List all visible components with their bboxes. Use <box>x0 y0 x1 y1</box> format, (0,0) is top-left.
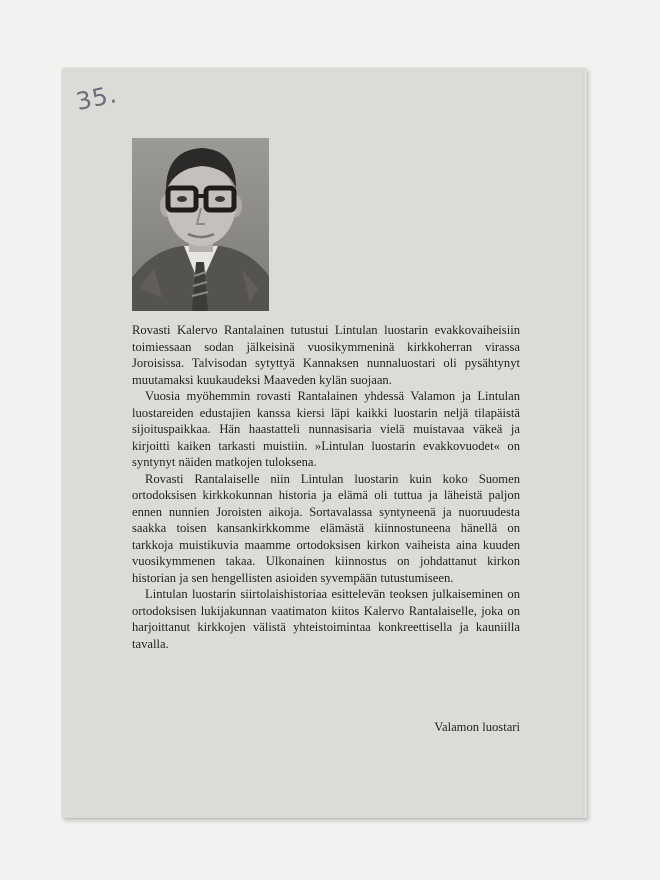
paragraph: Rovasti Kalervo Rantalainen tutustui Lintulan luostarin evakkovaiheisiin toimiessaan sodan jälkeisinä vuosikymmeninä kirkkoherran virassa Joroisissa. Talvisodan sytyttyä Kannaksen nunnaluostari oli pysähtynyt muutamaksi kuukaudeksi Maaveden kylän suojaan. <box>132 323 520 387</box>
paragraph: Rovasti Rantalaiselle niin Lintulan luostarin kuin koko Suomen ortodoksisen kirkkokunnan historia ja elämä oli tuttua ja läheistä paljon ennen nunnien Joroisten aikoja. Sortavalassa syntyneenä ja nuoruudesta saakka toisen kansankirkkomme elämästä kiinnostuneena hänellä on tarkkoja muistikuvia maamme ortodoksisen kirkon vaiheista aina kuuden vuosikymmenen takaa. Ulkonainen kiinnostus on johdattanut kirkon historian ja sen hengellisten asioiden syvempään tutustumiseen. <box>132 471 520 585</box>
portrait-photo-icon <box>132 138 269 311</box>
book-back-cover <box>62 68 587 818</box>
back-cover-text <box>132 322 520 652</box>
author-portrait-photo <box>132 138 269 311</box>
publisher-signature: Valamon luostari <box>434 720 520 734</box>
handwritten-number: 35. <box>73 80 120 116</box>
page-edge <box>583 68 587 818</box>
paragraph: Vuosia myöhemmin rovasti Rantalainen yhdessä Valamon ja Lintulan luostareiden edustajien kanssa kiersi läpi kaikki luostarin neljä tilapäistä sijoituspaikkaa. Hän haastatteli nunnasisaria vielä muistavaa väkeä ja kirjoitti kaiken tarkasti muistiin. »Lintulan luostarin evakkovuodet« on syntynyt näiden matkojen tuloksena. <box>132 389 520 469</box>
paragraph: Lintulan luostarin siirtolaishistoriaa esittelevän teoksen julkaiseminen on ortodoksisen lukijakunnan vaatimaton kiitos Kalervo Rantalaiselle, joka on harjoittanut kirkkojen välistä yhteistoimintaa konkreettisella ja kauniilla tavalla. <box>132 587 520 651</box>
